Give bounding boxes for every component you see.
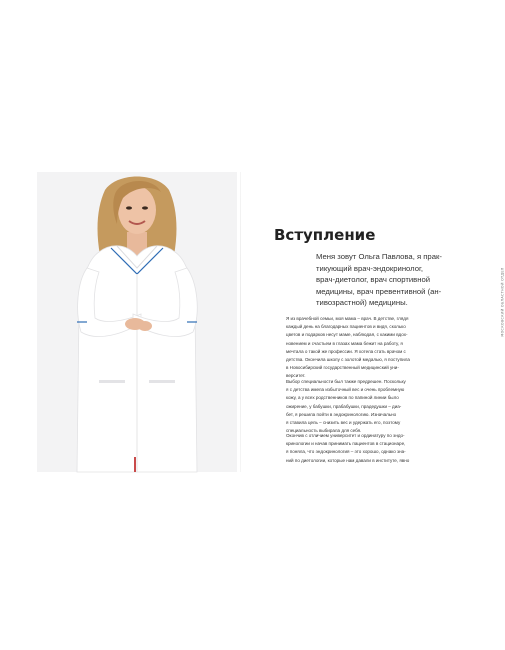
body-line: я ставила цель – снизить вес и удержать его, поэтому [286, 420, 401, 426]
body-line: верситет. [286, 373, 306, 379]
body-line: детства. Окончила школу с золотой медалью, я поступила [286, 357, 410, 363]
lead-line: врач-диетолог, врач спортивной [316, 275, 431, 284]
body-line: кожу, а у всех родственников по папиной линии было [286, 395, 399, 401]
body-line: бет, я решила пойти в эндокринологию. Изначально [286, 411, 397, 417]
body-line: Я из врачебной семьи, моя мама – врач. В детстве, глядя [286, 316, 409, 321]
body-line: Выбор специальности был также предрешен. Поскольку [286, 379, 406, 384]
body-paragraph-2 [286, 378, 452, 435]
lead-line: тивозрастной) медицины. [316, 298, 408, 307]
body-line: я с детства имела избыточный вес и очень проблемную [286, 387, 405, 393]
page-gutter [240, 172, 241, 472]
lead-line: тикующий врач-эндокринолог, [316, 263, 424, 273]
body-paragraph-1 [286, 315, 452, 381]
doctor-photo [37, 172, 237, 472]
body-line: Окончив с отличием университет и ординатуру по эндо- [286, 433, 405, 438]
body-line: каждый день на благодарных пациентов и видя, сколько [286, 324, 406, 330]
lead-line: медицины, врач превентивной (ан- [316, 286, 442, 296]
body-line: я поняла, что эндокринология – это хорошо, однако зна- [286, 449, 406, 455]
body-line: мечтала о такой же профессии. Я хотела стать врачом с [286, 348, 406, 354]
body-line: кринологии и начав принимать пациентов в стационаре, [286, 441, 406, 447]
body-line: специальность выбирала для себя. [286, 428, 362, 434]
body-paragraph-3 [286, 432, 452, 465]
body-line: новением и счастьем в глазах мама бежит на работу, я [286, 340, 403, 346]
body-line: ожирение, у бабушки, прабабушки, прадедушки – диа- [286, 403, 402, 409]
doctor-illustration [37, 172, 237, 472]
body-line: в Новосибирский государственный медицинский уни- [286, 365, 399, 371]
chapter-title: Вступление [274, 226, 376, 244]
lead-paragraph [316, 251, 464, 309]
body-line: ний по диетологии, которые нам давали в институте, явно [286, 457, 410, 463]
lead-line: Меня зовут Ольга Павлова, я прак- [316, 252, 442, 261]
body-line: цветов и подарков несут маме, наблюдая, с какими вдох- [286, 332, 408, 338]
right-margin-note: МОСКОВСКИЙ ОБЛАСТНОЙ ОТДЕЛ [500, 267, 505, 337]
